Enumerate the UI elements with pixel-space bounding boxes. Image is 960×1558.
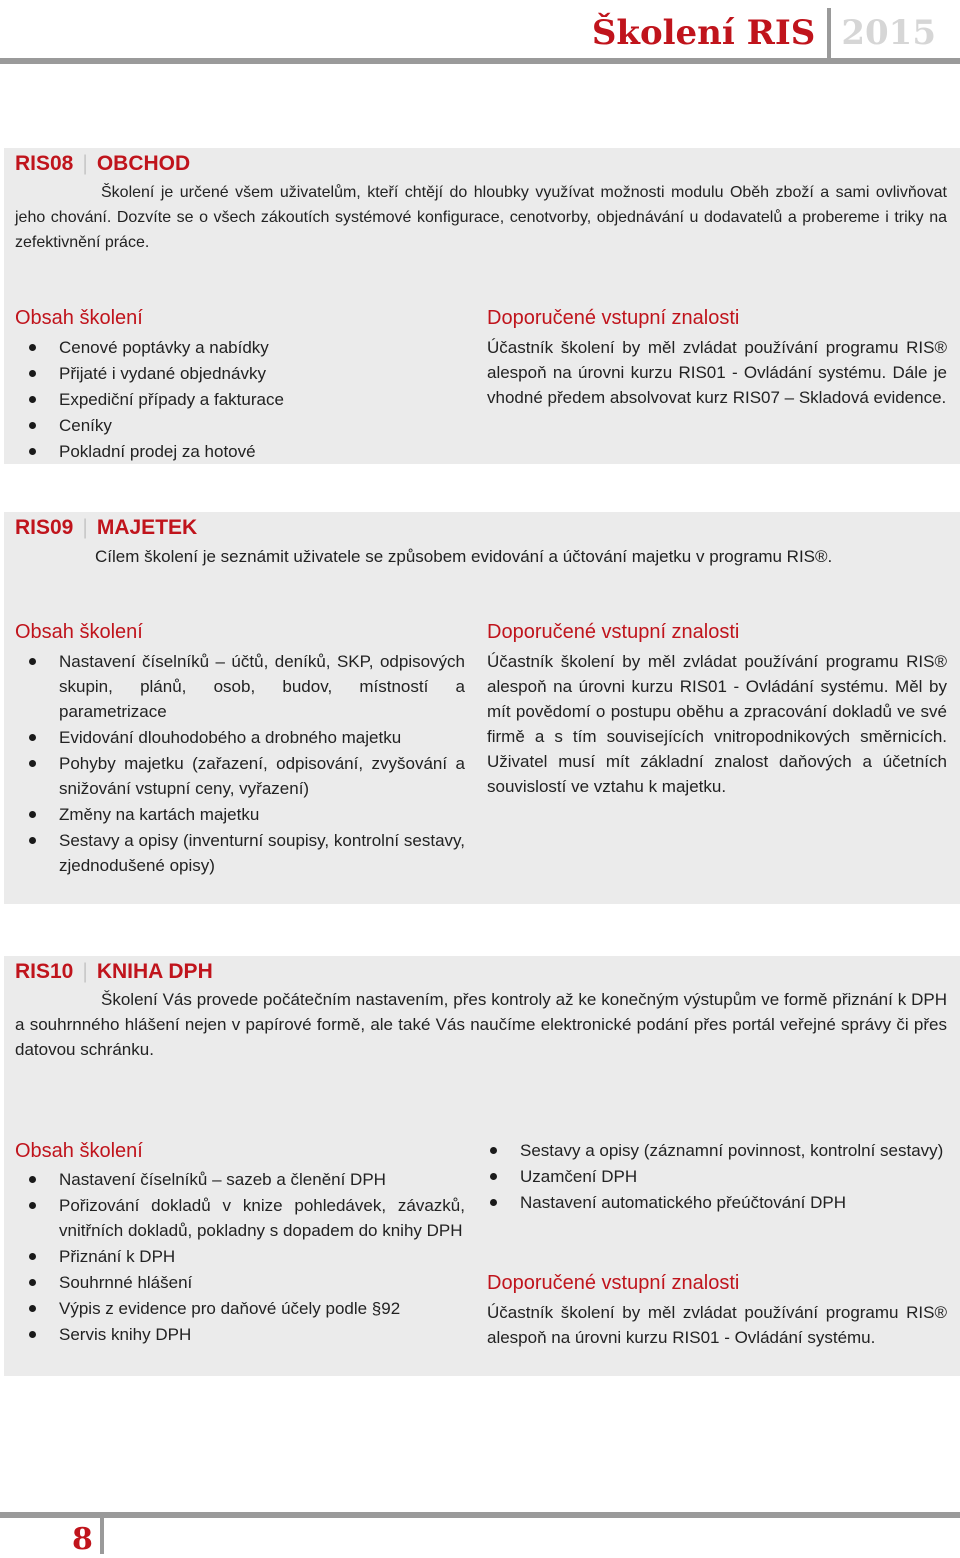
list-item: Cenové poptávky a nabídky: [15, 335, 465, 360]
course-name: OBCHOD: [96, 152, 191, 175]
list-item: Sestavy a opisy (záznamní povinnost, kontrolní sestavy): [476, 1138, 948, 1163]
list-item: Pořizování dokladů v knize pohledávek, závazků, vnitřních dokladů, pokladny s dopadem do knihy DPH: [15, 1193, 465, 1243]
list-item: Pohyby majetku (zařazení, odpisování, zvyšování a snižování vstupní ceny, vyřazení): [15, 751, 465, 801]
course-name: KNIHA DPH: [96, 960, 213, 983]
prereq-heading: Doporučené vstupní znalosti: [487, 307, 740, 329]
footer-separator: [100, 1518, 104, 1554]
course-section-ris10: [4, 956, 960, 1376]
content-list-continued: [476, 1138, 948, 1216]
list-item: Nastavení číselníků – účtů, deníků, SKP, odpisových skupin, plánů, osob, budov, místností a parametrizace: [15, 649, 465, 724]
course-heading: [15, 516, 197, 540]
list-item: Evidování dlouhodobého a drobného majetku: [15, 725, 465, 750]
list-item: Servis knihy DPH: [15, 1322, 465, 1347]
list-item: Expediční případy a fakturace: [15, 387, 465, 412]
header-rule: [0, 58, 960, 64]
list-item: Pokladní prodej za hotové: [15, 439, 465, 464]
course-description: Cílem školení je seznámit uživatele se způsobem evidování a účtování majetku v programu RIS®.: [95, 547, 833, 566]
prereq-text: Účastník školení by měl zvládat používání programu RIS® alespoň na úrovni kurzu RIS01 - Ovládání systému.: [487, 1303, 947, 1347]
course-heading: [15, 960, 213, 984]
page-number: 8: [72, 1522, 93, 1557]
header-separator: [827, 8, 831, 58]
list-item: Souhrnné hlášení: [15, 1270, 465, 1295]
list-item: Nastavení číselníků – sazeb a členění DPH: [15, 1167, 465, 1192]
content-heading: Obsah školení: [15, 1140, 143, 1162]
course-heading: [15, 152, 190, 176]
document-year: 2015: [841, 13, 936, 53]
content-list: [15, 649, 465, 879]
content-heading: Obsah školení: [15, 621, 143, 643]
list-item: Nastavení automatického přeúčtování DPH: [476, 1190, 948, 1215]
content-heading: Obsah školení: [15, 307, 143, 329]
prereq-heading: Doporučené vstupní znalosti: [487, 621, 740, 643]
heading-divider: |: [82, 516, 88, 539]
heading-divider: |: [82, 960, 88, 983]
course-name: MAJETEK: [96, 516, 198, 539]
course-code: RIS09: [15, 516, 74, 539]
heading-divider: |: [82, 152, 88, 175]
footer-rule: [0, 1512, 960, 1518]
list-item: Sestavy a opisy (inventurní soupisy, kontrolní sestavy, zjednodušené opisy): [15, 828, 465, 878]
list-item: Výpis z evidence pro daňové účely podle §92: [15, 1296, 465, 1321]
course-description: Školení je určené všem uživatelům, kteří chtějí do hloubky využívat možnosti modulu Oběh zboží a sami ovlivňovat jeho chování. Dozvíte se o všech zákoutích systémové konfigurace, cenotvorby, objednávání u dodavatelů a probereme i triky na zefektivnění práce.: [15, 184, 947, 251]
document-title: Školení RIS: [591, 13, 816, 53]
header-title: [592, 8, 936, 58]
course-code: RIS10: [15, 960, 74, 983]
prereq-text: Účastník školení by měl zvládat používání programu RIS® alespoň na úrovni kurzu RIS01 - Ovládání systému. Dále je vhodné předem absolvovat kurz RIS07 – Skladová evidence.: [487, 338, 947, 407]
course-code: RIS08: [15, 152, 74, 175]
prereq-heading: Doporučené vstupní znalosti: [487, 1272, 740, 1294]
course-description: Školení Vás provede počátečním nastavením, přes kontroly až ke konečným výstupům ve formě přiznání k DPH a souhrnného hlášení nejen v papírové formě, ale také Vás naučíme elektronické podání přes portál veřejné správy či přes datovou schránku.: [15, 990, 947, 1059]
list-item: Změny na kartách majetku: [15, 802, 465, 827]
list-item: Ceníky: [15, 413, 465, 438]
list-item: Uzamčení DPH: [476, 1164, 948, 1189]
list-item: Přiznání k DPH: [15, 1244, 465, 1269]
course-section-ris08: [4, 148, 960, 464]
content-list: [15, 335, 465, 465]
prereq-text: Účastník školení by měl zvládat používání programu RIS® alespoň na úrovni kurzu RIS01 - Ovládání systému. Měl by mít povědomí o postupu oběhu a zpracování dokladů ve své firmě a s tím souvisejících vnitropodnikových směrnicích. Uživatel musí mít základní znalost daňových a účetních souvislostí ve vztahu k majetku.: [487, 652, 947, 796]
list-item: Přijaté i vydané objednávky: [15, 361, 465, 386]
course-section-ris09: [4, 512, 960, 904]
content-list: [15, 1167, 465, 1348]
